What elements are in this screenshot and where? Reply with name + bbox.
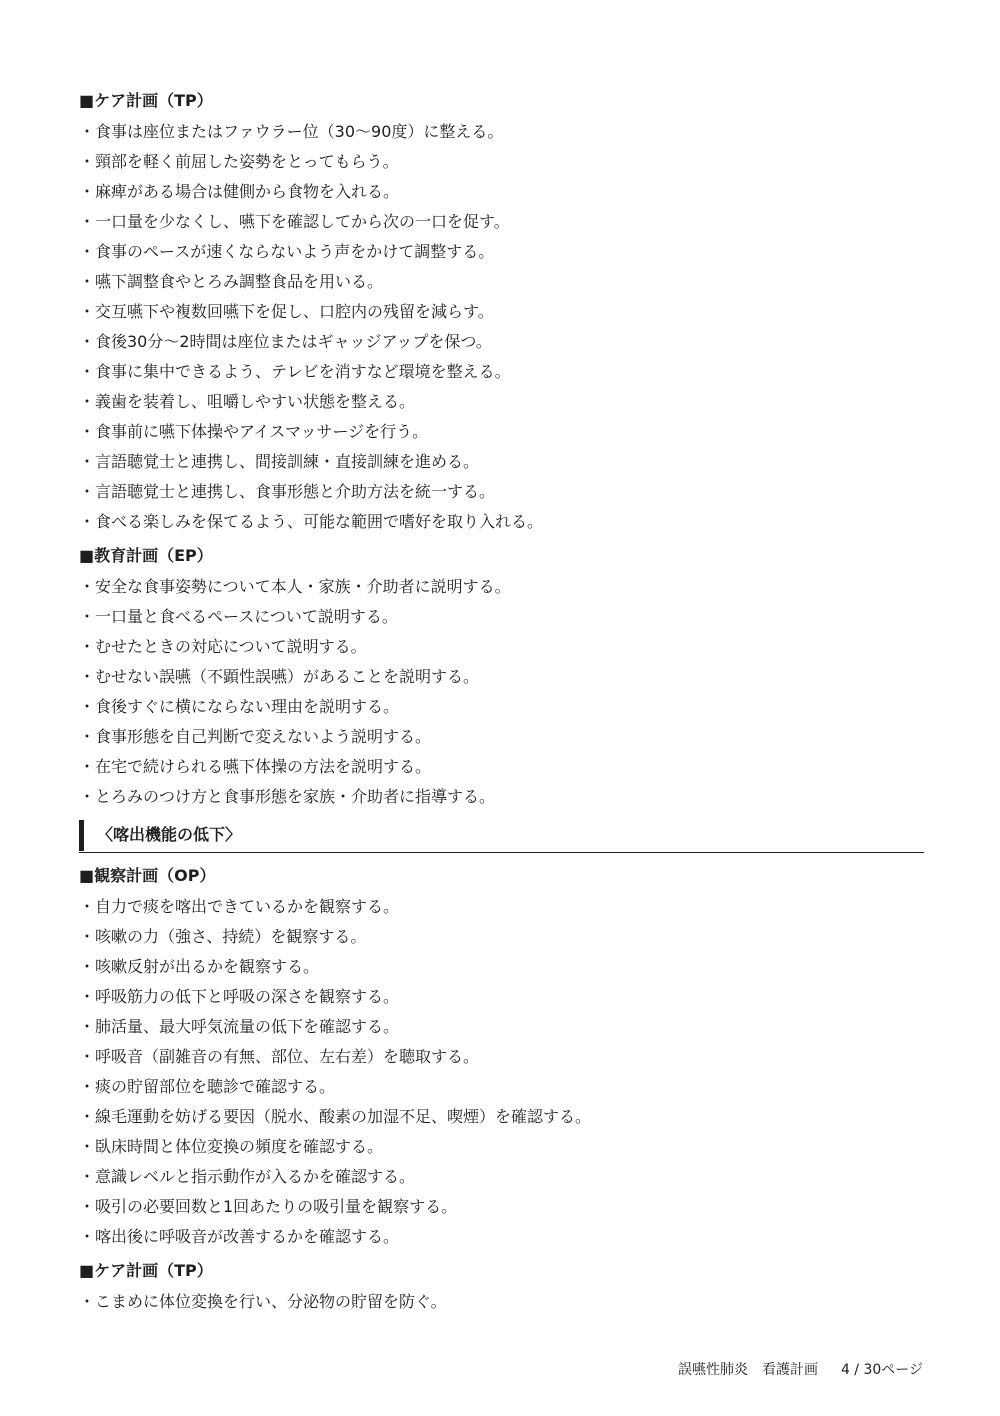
list-item: ・在宅で続けられる嚥下体操の方法を説明する。 — [79, 757, 432, 776]
list-item: ・自力で痰を喀出できているかを観察する。 — [79, 897, 400, 916]
footer-page-number: 4 / 30ページ — [840, 1362, 923, 1378]
heading-accent-bar — [79, 820, 84, 851]
footer-document-title: 誤嚥性肺炎 看護計画 — [678, 1362, 819, 1378]
list-item: ・臥床時間と体位変換の頻度を確認する。 — [79, 1137, 384, 1156]
list-item: ・食後30分〜2時間は座位またはギャッジアップを保つ。 — [79, 332, 492, 351]
page-footer — [678, 1360, 923, 1380]
list-item: ・交互嚥下や複数回嚥下を促し、口腔内の残留を減らす。 — [79, 302, 494, 321]
list-item: ・喀出後に呼吸音が改善するかを確認する。 — [79, 1227, 400, 1246]
list-item: ・言語聴覚士と連携し、食事形態と介助方法を統一する。 — [79, 482, 496, 501]
major-section-title: 〈喀出機能の低下〉 — [97, 825, 242, 844]
section-heading-observation-plan: ■観察計画（OP） — [79, 866, 216, 885]
list-item: ・むせたときの対応について説明する。 — [79, 637, 367, 656]
list-item: ・食事は座位またはファウラー位（30〜90度）に整える。 — [79, 122, 504, 141]
list-item: ・咳嗽の力（強さ、持続）を観察する。 — [79, 927, 367, 946]
list-item: ・意識レベルと指示動作が入るかを確認する。 — [79, 1167, 416, 1186]
list-item: ・線毛運動を妨げる要因（脱水、酸素の加湿不足、喫煙）を確認する。 — [79, 1107, 592, 1126]
list-item: ・一口量と食べるペースについて説明する。 — [79, 607, 398, 626]
list-item: ・安全な食事姿勢について本人・家族・介助者に説明する。 — [79, 577, 511, 596]
observation-plan-list — [79, 892, 924, 1252]
list-item: ・食事形態を自己判断で変えないよう説明する。 — [79, 727, 432, 746]
list-item: ・嚥下調整食やとろみ調整食品を用いる。 — [79, 272, 384, 291]
list-item: ・吸引の必要回数と1回あたりの吸引量を観察する。 — [79, 1197, 458, 1216]
list-item: ・麻痺がある場合は健側から食物を入れる。 — [79, 182, 400, 201]
list-item: ・痰の貯留部位を聴診で確認する。 — [79, 1077, 336, 1096]
care-plan-list — [79, 117, 924, 537]
list-item: ・むせない誤嚥（不顕性誤嚥）があることを説明する。 — [79, 667, 480, 686]
education-plan-list — [79, 572, 924, 812]
section-heading-care-plan-2: ■ケア計画（TP） — [79, 1261, 213, 1280]
major-section-heading — [79, 820, 924, 853]
list-item: ・呼吸筋力の低下と呼吸の深さを観察する。 — [79, 987, 400, 1006]
list-item: ・頸部を軽く前屈した姿勢をとってもらう。 — [79, 152, 399, 171]
list-item: ・食後すぐに横にならない理由を説明する。 — [79, 697, 400, 716]
list-item: ・義歯を装着し、咀嚼しやすい状態を整える。 — [79, 392, 416, 411]
list-item: ・肺活量、最大呼気流量の低下を確認する。 — [79, 1017, 400, 1036]
list-item: ・一口量を少なくし、嚥下を確認してから次の一口を促す。 — [79, 212, 510, 231]
list-item: ・こまめに体位変換を行い、分泌物の貯留を防ぐ。 — [79, 1292, 447, 1311]
list-item: ・食事に集中できるよう、テレビを消すなど環境を整える。 — [79, 362, 511, 381]
list-item: ・食事のペースが速くならないよう声をかけて調整する。 — [79, 242, 495, 261]
section-heading-care-plan: ■ケア計画（TP） — [79, 91, 213, 110]
list-item: ・食事前に嚥下体操やアイスマッサージを行う。 — [79, 422, 429, 441]
list-item: ・食べる楽しみを保てるよう、可能な範囲で嗜好を取り入れる。 — [79, 512, 544, 531]
list-item: ・とろみのつけ方と食事形態を家族・介助者に指導する。 — [79, 787, 496, 806]
section-heading-education-plan: ■教育計画（EP） — [79, 546, 213, 565]
list-item: ・言語聴覚士と連携し、間接訓練・直接訓練を進める。 — [79, 452, 480, 471]
document-body — [79, 88, 924, 1317]
care-plan-list-2 — [79, 1287, 924, 1317]
list-item: ・咳嗽反射が出るかを観察する。 — [79, 957, 320, 976]
list-item: ・呼吸音（副雑音の有無、部位、左右差）を聴取する。 — [79, 1047, 480, 1066]
